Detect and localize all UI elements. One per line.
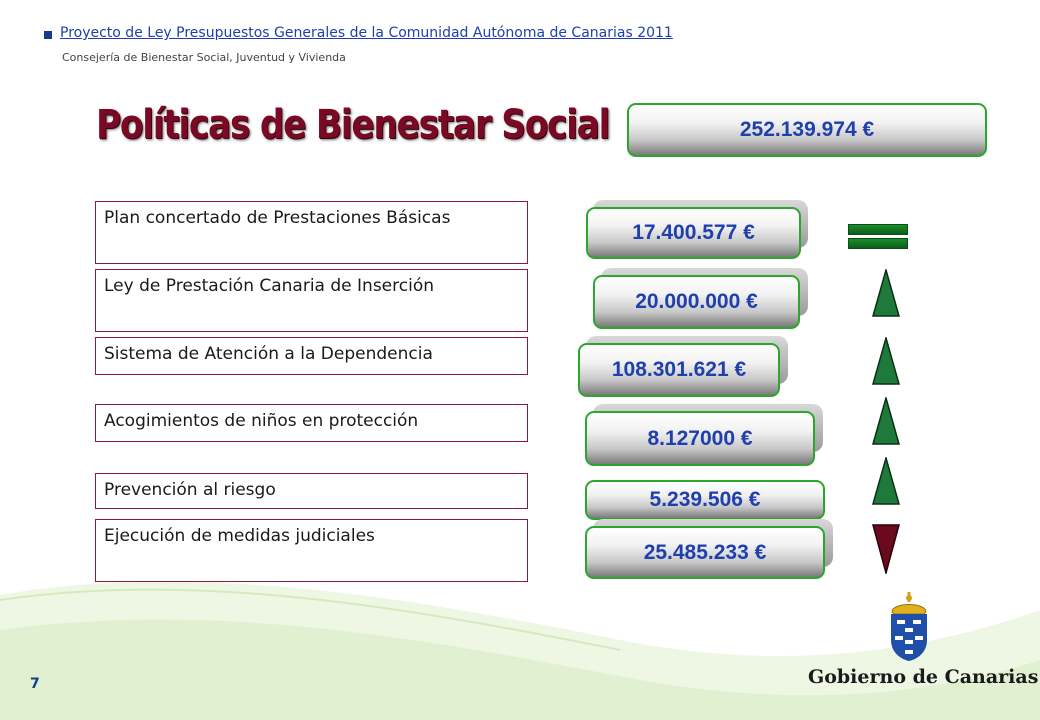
item-amount-prestacion-canaria: 20.000.000 € xyxy=(593,275,800,329)
brand-name: Gobierno de Canarias xyxy=(808,666,1039,688)
department-subtitle: Consejería de Bienestar Social, Juventud y Vivienda xyxy=(62,51,346,64)
item-label-medidas-judiciales: Ejecución de medidas judiciales xyxy=(95,519,528,582)
item-label-dependencia: Sistema de Atención a la Dependencia xyxy=(95,337,528,375)
section-title: Políticas de Bienestar Social xyxy=(96,102,610,148)
item-amount-acogimientos: 8.127000 € xyxy=(585,411,815,466)
item-amount-prevencion: 5.239.506 € xyxy=(585,480,825,520)
item-amount-plan-concertado: 17.400.577 € xyxy=(586,207,801,259)
up-triangle-icon xyxy=(872,337,900,385)
item-amount-dependencia: 108.301.621 € xyxy=(578,343,780,397)
up-triangle-icon xyxy=(872,269,900,317)
up-triangle-icon xyxy=(872,457,900,505)
item-label-prestacion-canaria: Ley de Prestación Canaria de Inserción xyxy=(95,269,528,332)
item-label-acogimientos: Acogimientos de niños en protección xyxy=(95,404,528,442)
equal-icon xyxy=(848,238,908,249)
up-triangle-icon xyxy=(872,397,900,445)
bullet-icon xyxy=(44,31,52,39)
page-number: 7 xyxy=(30,676,40,692)
item-label-prevencion: Prevención al riesgo xyxy=(95,473,528,509)
document-title-link[interactable]: Proyecto de Ley Presupuestos Generales de la Comunidad Autónoma de Canarias 2011 xyxy=(60,25,673,41)
equal-icon xyxy=(848,224,908,235)
coat-of-arms-logo xyxy=(886,592,932,662)
total-amount-badge: 252.139.974 € xyxy=(627,103,987,157)
down-triangle-icon xyxy=(872,524,900,574)
item-label-plan-concertado: Plan concertado de Prestaciones Básicas xyxy=(95,201,528,264)
item-amount-medidas-judiciales: 25.485.233 € xyxy=(585,526,825,579)
